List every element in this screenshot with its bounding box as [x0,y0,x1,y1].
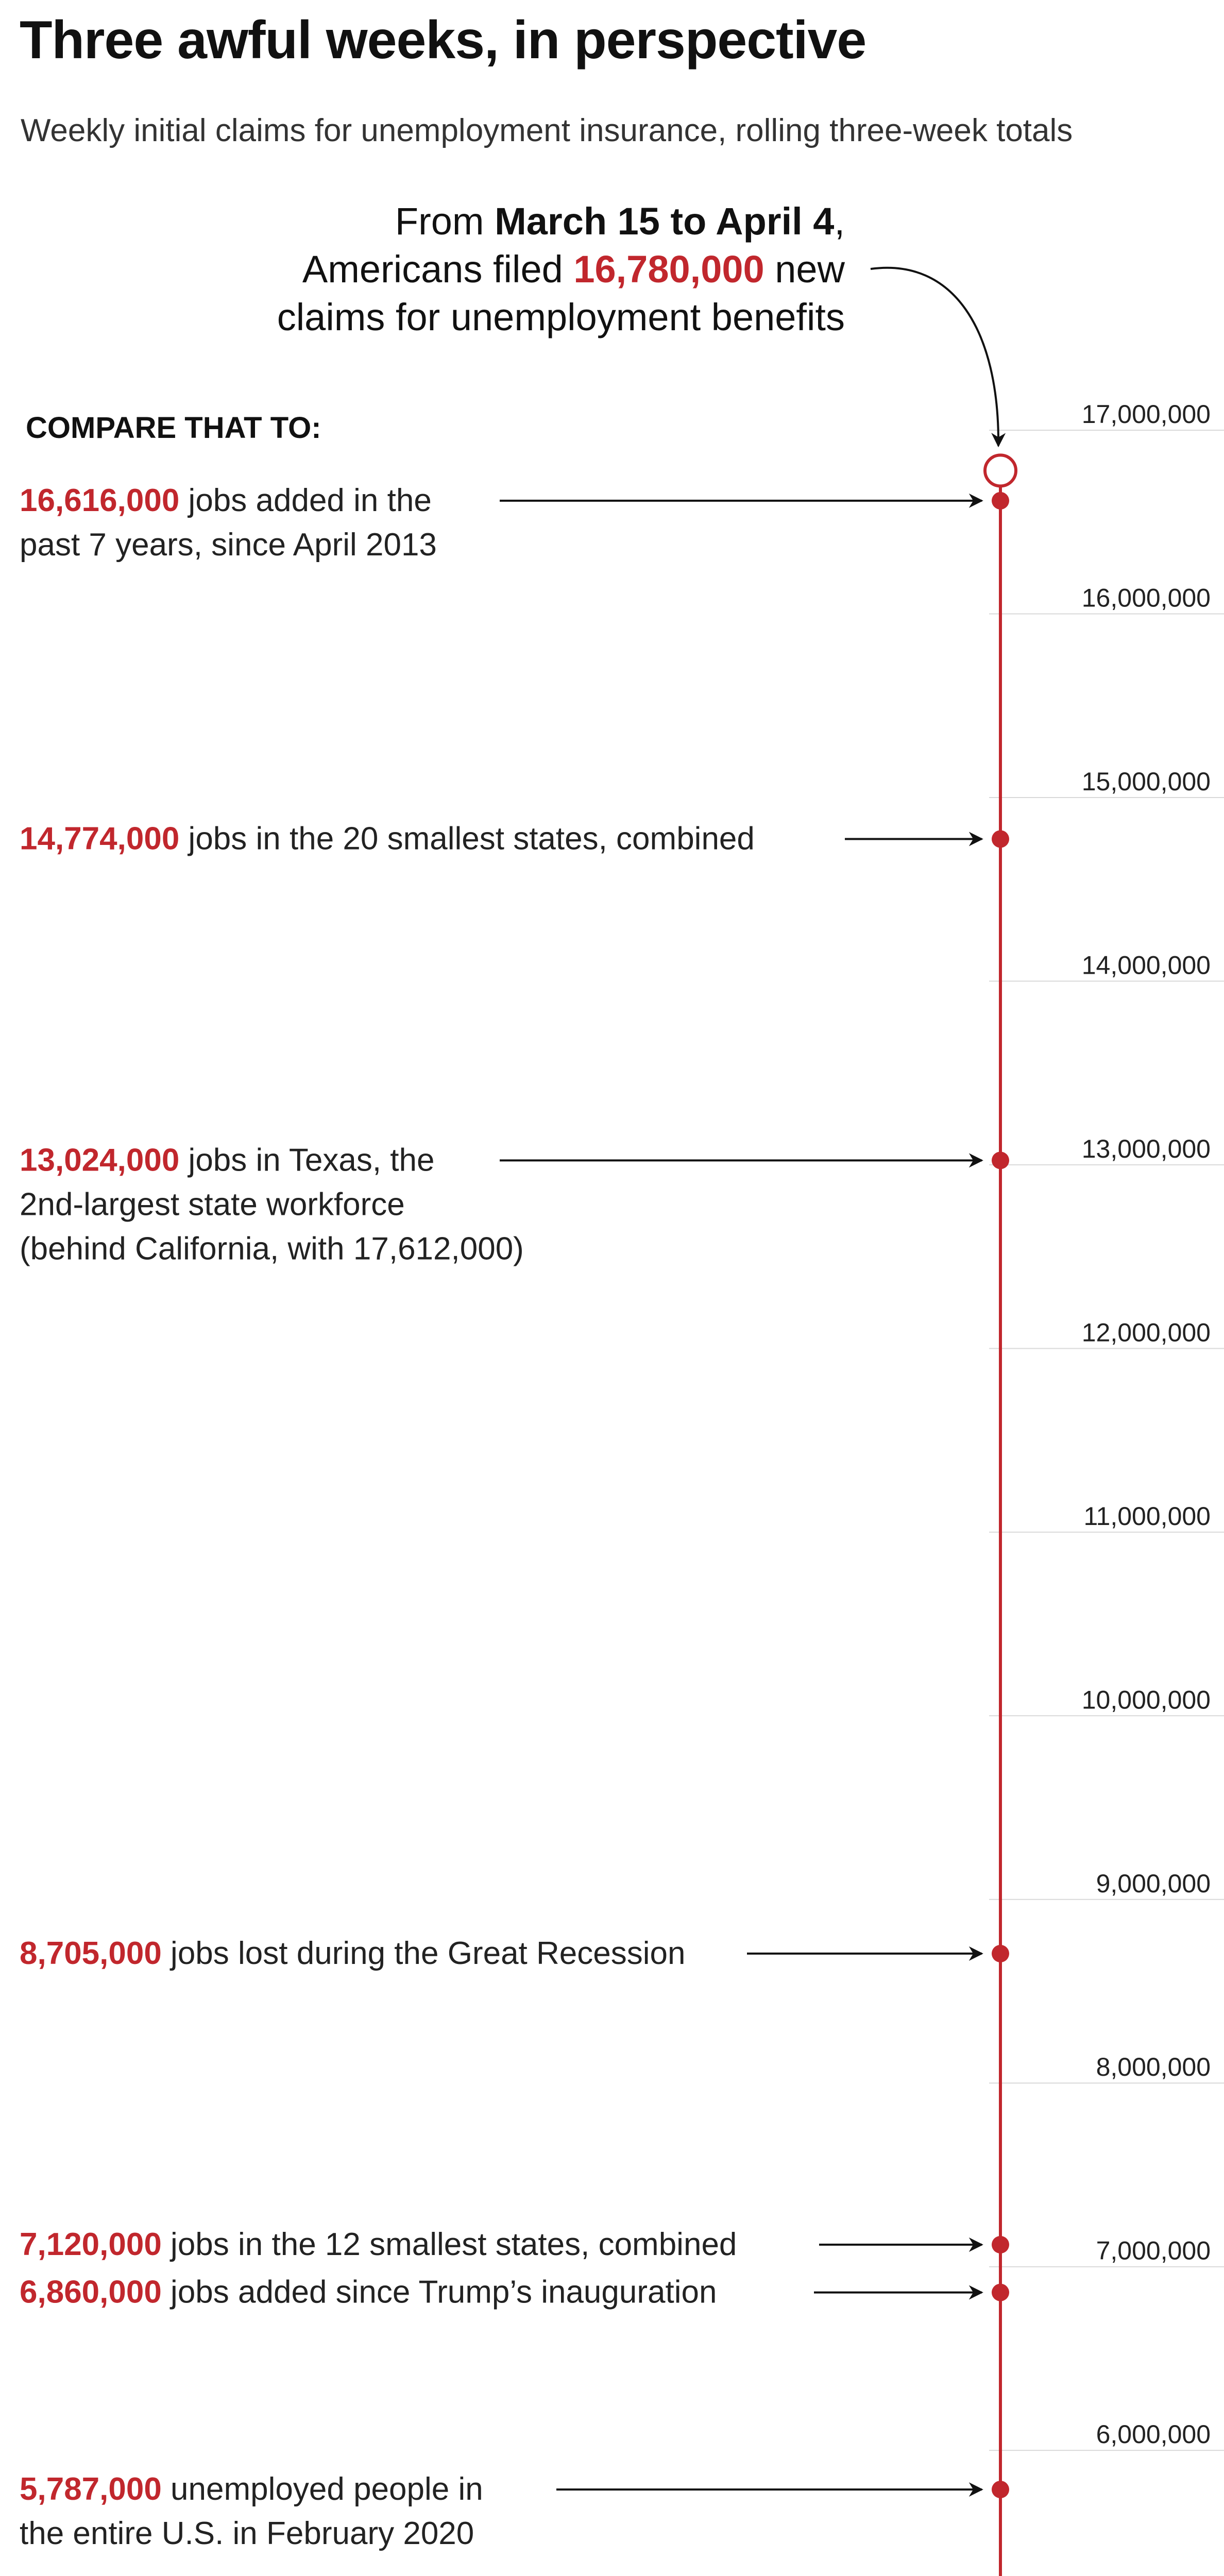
y-tick-label: 10,000,000 [1081,1685,1211,1715]
comparison-label [20,821,755,857]
comparison-value: 14,774,000 [20,821,180,857]
comparison-value: 16,616,000 [20,482,180,518]
headline-text: , [834,200,845,243]
comparison-label [20,1142,434,1178]
comparison-text: jobs in the 20 smallest states, combined [179,821,755,857]
headline-text: Americans filed [302,248,574,291]
y-tick-label: 16,000,000 [1081,583,1211,613]
comparison-dot [992,1945,1009,1962]
comparison-dot [992,2236,1009,2253]
comparison-value: 5,787,000 [20,2471,162,2507]
y-tick-label: 17,000,000 [1081,400,1211,429]
comparison-dot [992,1151,1009,1169]
y-tick-label: 14,000,000 [1081,951,1211,980]
y-tick-label: 12,000,000 [1081,1318,1211,1347]
y-tick-label: 7,000,000 [1096,2236,1211,2265]
compare-label: COMPARE THAT TO: [26,411,321,445]
chart-subtitle: Weekly initial claims for unemployment insurance, rolling three-week totals [21,113,1073,148]
comparison-text: unemployed people in [161,2471,483,2507]
headline-text: From [395,200,495,243]
headline-annotation [277,200,998,446]
y-tick-label: 8,000,000 [1096,2053,1211,2082]
headline-arrow [871,268,998,446]
comparison-text: jobs in Texas, the [179,1142,435,1178]
y-tick-label: 9,000,000 [1096,1869,1211,1898]
comparison-text: 2nd-largest state workforce [20,1187,405,1223]
comparison-text: jobs in the 12 smallest states, combined [161,2226,737,2262]
y-tick-label: 13,000,000 [1081,1134,1211,1163]
headline-line-2 [302,248,845,291]
headline-line-1 [395,200,845,243]
comparison-label [20,2275,717,2310]
comparison-label [20,2471,483,2507]
comparison-label [20,2227,737,2262]
comparison-text: jobs lost during the Great Recession [161,1935,686,1971]
comparison-value: 6,860,000 [20,2274,162,2310]
y-axis-ticks [1082,400,1211,2576]
comparison-value: 7,120,000 [20,2226,162,2262]
comparison-text: (behind California, with 17,612,000) [20,1231,524,1267]
comparison-dot [992,492,1009,510]
y-tick-label: 11,000,000 [1083,1501,1211,1531]
comparison-text: past 7 years, since April 2013 [20,527,437,563]
headline-dates: March 15 to April 4 [495,200,835,243]
comparison-dot [992,2481,1009,2498]
annotations [20,411,1009,2576]
headline-line-3: claims for unemployment benefits [277,296,845,338]
comparison-text: the entire U.S. in February 2020 [20,2516,474,2552]
y-tick-label: 15,000,000 [1081,767,1211,796]
comparison-dot [992,2284,1009,2301]
comparison-label [20,483,432,518]
comparison-label [20,1936,685,1971]
comparison-text: jobs added since Trump’s inauguration [161,2274,717,2310]
y-tick-label: 6,000,000 [1096,2420,1211,2449]
chart-title: Three awful weeks, in perspective [20,10,866,70]
headline-value: 16,780,000 [573,248,764,291]
headline-text: new [764,248,845,291]
comparison-value: 13,024,000 [20,1142,180,1178]
comparison-text: jobs added in the [179,482,432,518]
peak-marker [985,455,1016,486]
comparison-value: 8,705,000 [20,1935,162,1971]
comparison-dot [992,831,1009,848]
